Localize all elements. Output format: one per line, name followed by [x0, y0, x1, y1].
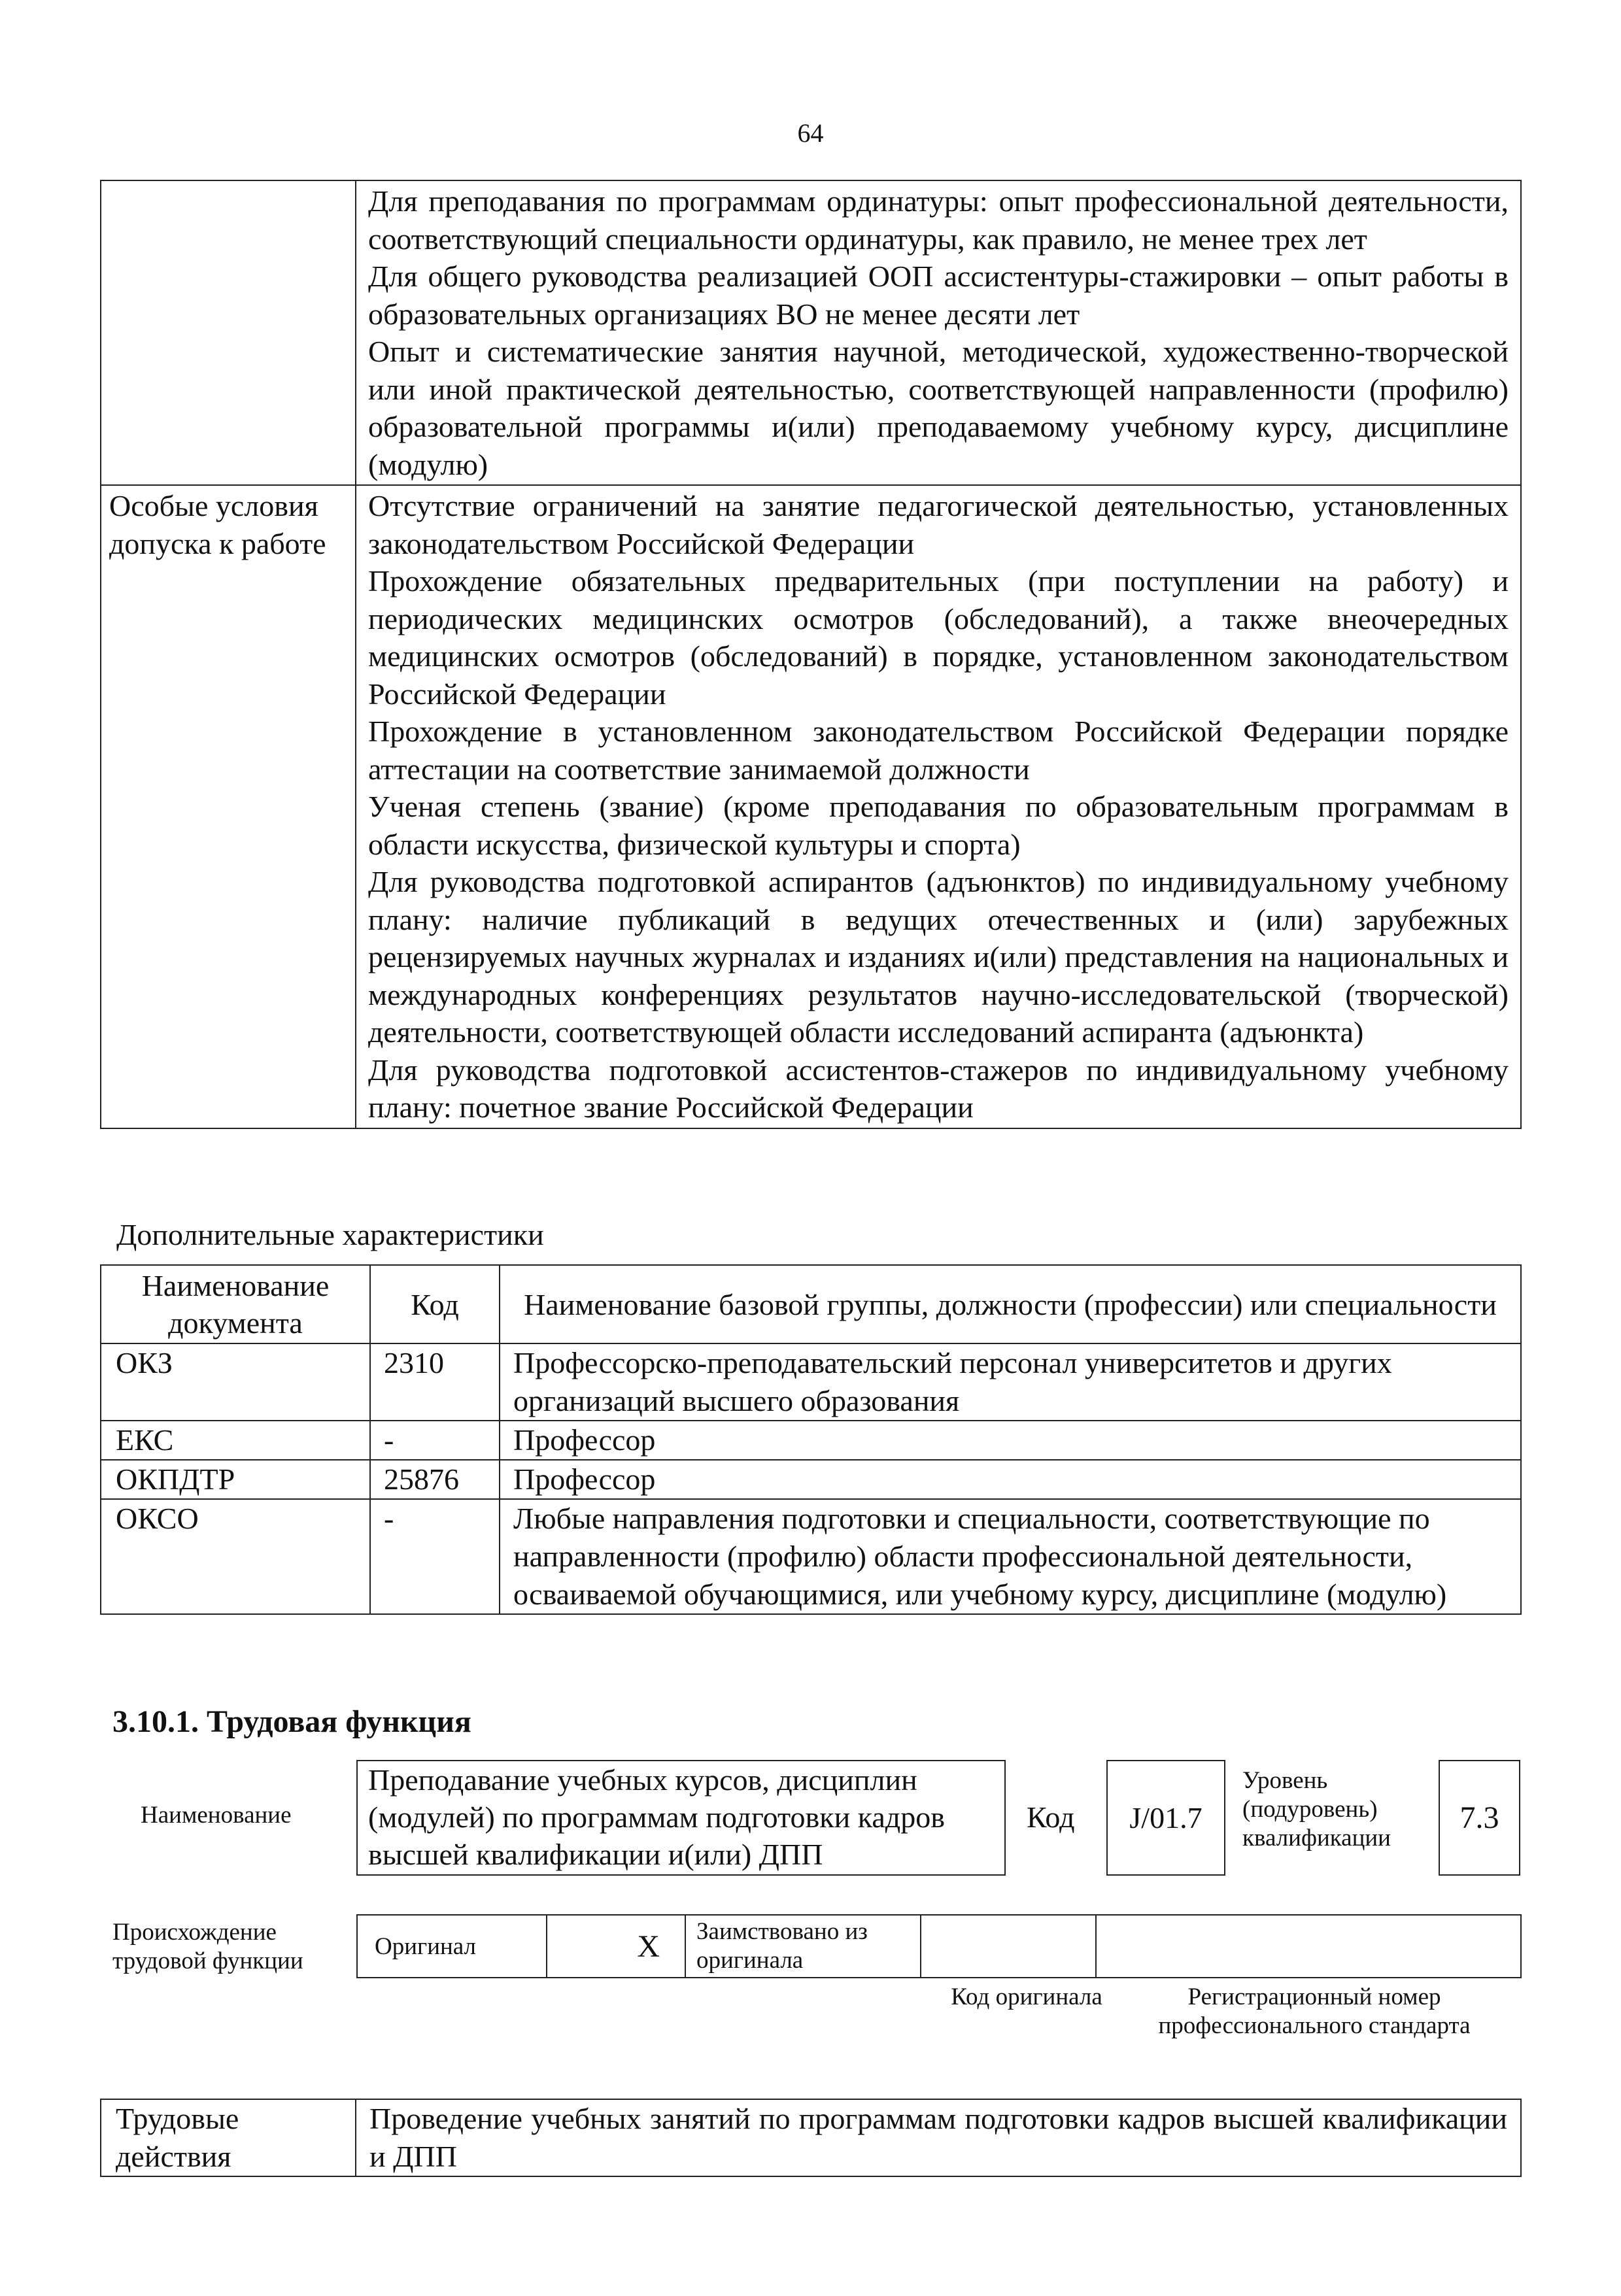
table-row: [101, 180, 1521, 485]
cell-document: ОКЗ: [101, 1343, 370, 1421]
cell-code: -: [370, 1421, 500, 1460]
cell-document: ОКПДТР: [101, 1460, 370, 1499]
requirements-table: [100, 180, 1522, 1129]
row-label: Особые условия допуска к работе: [101, 485, 356, 1128]
origin-reg-number-cell: [1096, 1915, 1521, 1978]
function-origin-label: Происхождение трудовой функции: [112, 1919, 303, 1974]
requirement-paragraph: Для руководства подготовкой аспирантов (адъюнктов) по индивидуальному учебному плану: наличие публикаций в ведущих отечественных и (или) зарубежных рецензируемых научных журналах и изданиях и(или) представления на национальных и международных конференциях результатов научно-исследовательской (творческой) деятельности, соответствующей области исследований аспиранта (адъюнкта): [368, 865, 1509, 1049]
column-header-code: Код: [370, 1265, 500, 1343]
page-number: 64: [797, 118, 824, 148]
cell-code: -: [370, 1499, 500, 1614]
extra-characteristics-table: [100, 1264, 1522, 1615]
cell-document: ЕКС: [101, 1421, 370, 1460]
cell-name: Профессор: [500, 1460, 1521, 1499]
table-row: [101, 2099, 1521, 2176]
column-header-document: Наименование документа: [101, 1265, 370, 1343]
labor-actions-label: Трудовые действия: [101, 2099, 356, 2176]
table-row: [357, 1915, 1521, 1978]
table-row: [101, 485, 1521, 1128]
origin-mark: X: [547, 1915, 685, 1978]
function-name-label: Наименование: [141, 1802, 292, 1829]
origin-code-cell: [921, 1915, 1096, 1978]
origin-code-caption: Код оригинала: [951, 1984, 1102, 2010]
section-title: 3.10.1. Трудовая функция: [112, 1704, 471, 1739]
table-row: [101, 1460, 1521, 1499]
qualification-level-label: Уровень (подуровень) квалификации: [1242, 1767, 1391, 1851]
table-row: [101, 1499, 1521, 1614]
origin-original-label: Оригинал: [357, 1915, 547, 1978]
function-code-value: J/01.7: [1106, 1760, 1225, 1876]
cell-name: Профессорско-преподавательский персонал университетов и других организаций высшего образования: [500, 1343, 1521, 1421]
requirement-paragraph: Отсутствие ограничений на занятие педагогической деятельностью, установленных законодательством Российской Федерации: [368, 489, 1509, 560]
requirement-paragraph: Для общего руководства реализацией ООП ассистентуры-стажировки – опыт работы в образовательных организациях ВО не менее десяти лет: [368, 260, 1509, 331]
requirement-paragraph: Для преподавания по программам ординатуры: опыт профессиональной деятельности, соответствующий специальности ординатуры, как правило, не менее трех лет: [368, 184, 1509, 256]
function-code-label: Код: [1027, 1800, 1075, 1834]
cell-document: ОКСО: [101, 1499, 370, 1614]
cell-code: 2310: [370, 1343, 500, 1421]
labor-actions-text: Проведение учебных занятий по программам подготовки кадров высшей квалификации и ДПП: [356, 2099, 1521, 2176]
qualification-level-value: 7.3: [1439, 1760, 1520, 1876]
requirement-paragraph: Опыт и систематические занятия научной, методической, художественно-творческой или иной практической деятельностью, соответствующей направленности (профилю) образовательной программы и(или) преподаваемому учебному курсу, дисциплине (модулю): [368, 335, 1509, 481]
origin-borrowed-label: Заимствовано из оригинала: [685, 1915, 921, 1978]
function-name-value: Преподавание учебных курсов, дисциплин (модулей) по программам подготовки кадров высшей квалификации и(или) ДПП: [356, 1760, 1006, 1876]
cell-name: Любые направления подготовки и специальности, соответствующие по направленности (профилю) области профессиональной деятельности, осваиваемой обучающимися, или учебному курсу, дисциплине (модулю): [500, 1499, 1521, 1614]
function-origin-table: [356, 1914, 1522, 1978]
row-label: [101, 180, 356, 485]
requirement-paragraph: Прохождение в установленном законодательством Российской Федерации порядке аттестации на соответствие занимаемой должности: [368, 715, 1509, 786]
cell-name: Профессор: [500, 1421, 1521, 1460]
table-row: [101, 1421, 1521, 1460]
cell-code: 25876: [370, 1460, 500, 1499]
origin-reg-number-caption: Регистрационный номер профессионального стандарта: [1158, 1984, 1471, 2039]
requirement-paragraph: Для руководства подготовкой ассистентов-стажеров по индивидуальному учебному плану: почетное звание Российской Федерации: [368, 1053, 1509, 1124]
labor-actions-table: [100, 2099, 1522, 2177]
column-header-name: Наименование базовой группы, должности (профессии) или специальности: [500, 1265, 1521, 1343]
requirement-paragraph: Прохождение обязательных предварительных (при поступлении на работу) и периодических медицинских осмотров (обследований), а также внеочередных медицинских осмотров (обследований) в порядке, установленном законодательством Российской Федерации: [368, 564, 1509, 711]
requirement-paragraph: Ученая степень (звание) (кроме преподавания по образовательным программам в области искусства, физической культуры и спорта): [368, 790, 1509, 861]
row-content: [356, 485, 1521, 1128]
row-content: [356, 180, 1521, 485]
table-row: [101, 1343, 1521, 1421]
extra-characteristics-caption: Дополнительные характеристики: [116, 1218, 544, 1251]
table-header-row: [101, 1265, 1521, 1343]
